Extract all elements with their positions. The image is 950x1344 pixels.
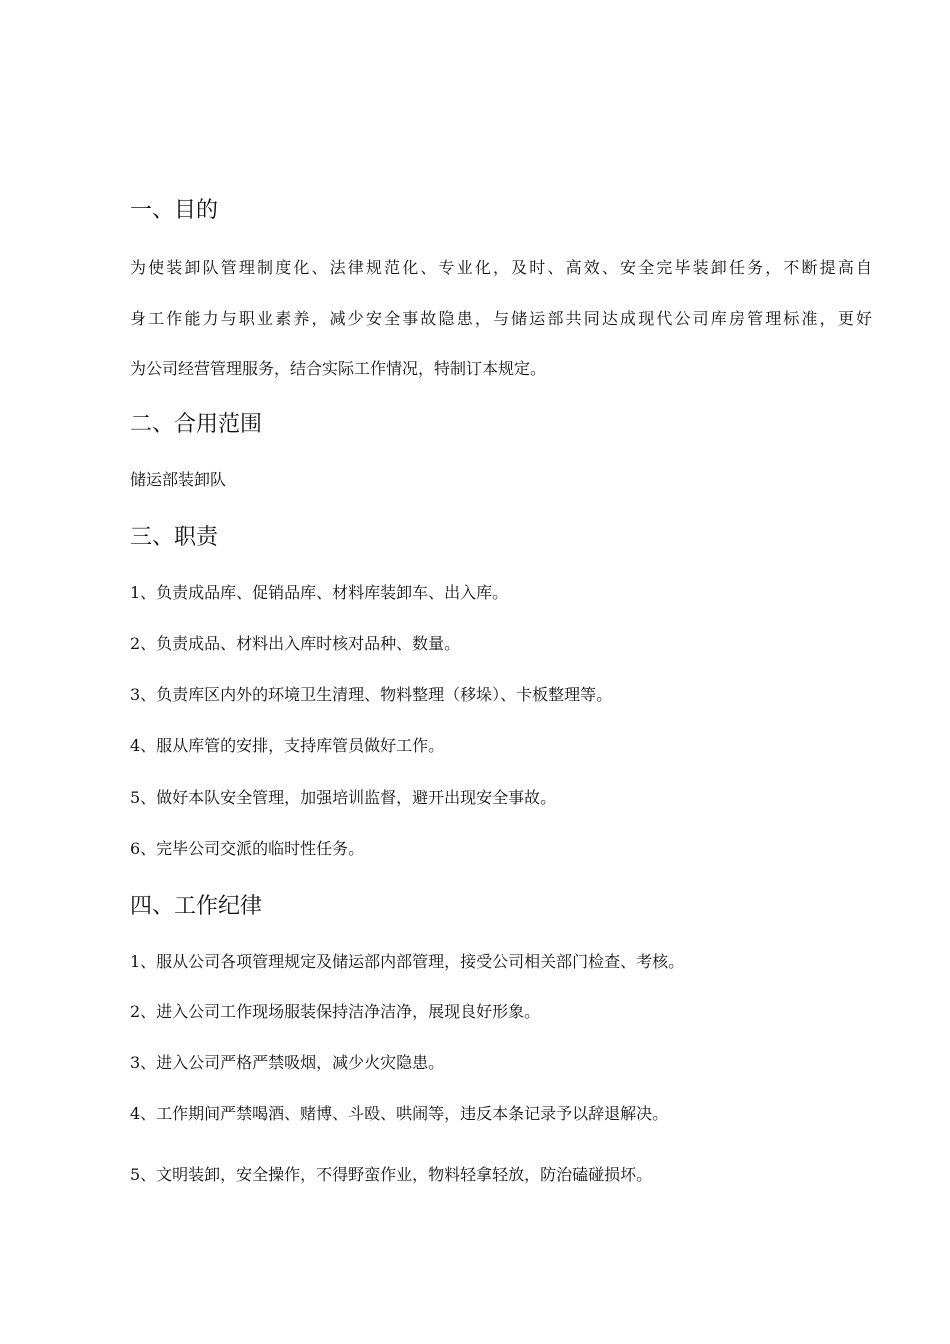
section-heading-scope: 二、合用范围 <box>130 412 263 437</box>
discipline-item-2: 2、进入公司工作现场服装保持洁净洁净，展现良好形象。 <box>130 1002 541 1021</box>
duty-item-1: 1、负责成品库、促销品库、材料库装卸车、出入库。 <box>130 583 509 602</box>
purpose-line-1: 为使装卸队管理制度化、法律规范化、专业化，及时、高效、安全完毕装卸任务，不断提高自 <box>130 258 872 277</box>
duty-item-5: 5、做好本队安全管理，加强培训监督，避开出现安全事故。 <box>130 788 557 807</box>
discipline-item-3: 3、进入公司严格严禁吸烟，减少火灾隐患。 <box>130 1053 445 1072</box>
discipline-item-1: 1、服从公司各项管理规定及储运部内部管理，接受公司相关部门检查、考核。 <box>130 952 685 971</box>
discipline-item-5: 5、文明装卸，安全操作，不得野蛮作业，物料轻拿轻放，防治磕碰损坏。 <box>130 1165 653 1184</box>
purpose-line-2: 身工作能力与职业素养，减少安全事故隐患，与储运部共同达成现代公司库房管理标准，更好 <box>130 309 872 328</box>
duty-item-3: 3、负责库区内外的环境卫生清理、物料整理（移垛）、卡板整理等。 <box>130 685 613 704</box>
section-heading-purpose: 一、目的 <box>130 198 219 223</box>
section-heading-discipline: 四、工作纪律 <box>130 894 263 919</box>
scope-text: 储运部装卸队 <box>130 470 227 489</box>
discipline-item-4: 4、工作期间严禁喝酒、赌博、斗殴、哄闹等，违反本条记录予以辞退解决。 <box>130 1104 669 1123</box>
duty-item-2: 2、负责成品、材料出入库时核对品种、数量。 <box>130 634 461 653</box>
purpose-line-3: 为公司经营管理服务，结合实际工作情况，特制订本规定。 <box>130 359 547 378</box>
section-heading-duties: 三、职责 <box>130 525 219 550</box>
duty-item-4: 4、服从库管的安排，支持库管员做好工作。 <box>130 736 445 755</box>
duty-item-6: 6、完毕公司交派的临时性任务。 <box>130 839 365 858</box>
